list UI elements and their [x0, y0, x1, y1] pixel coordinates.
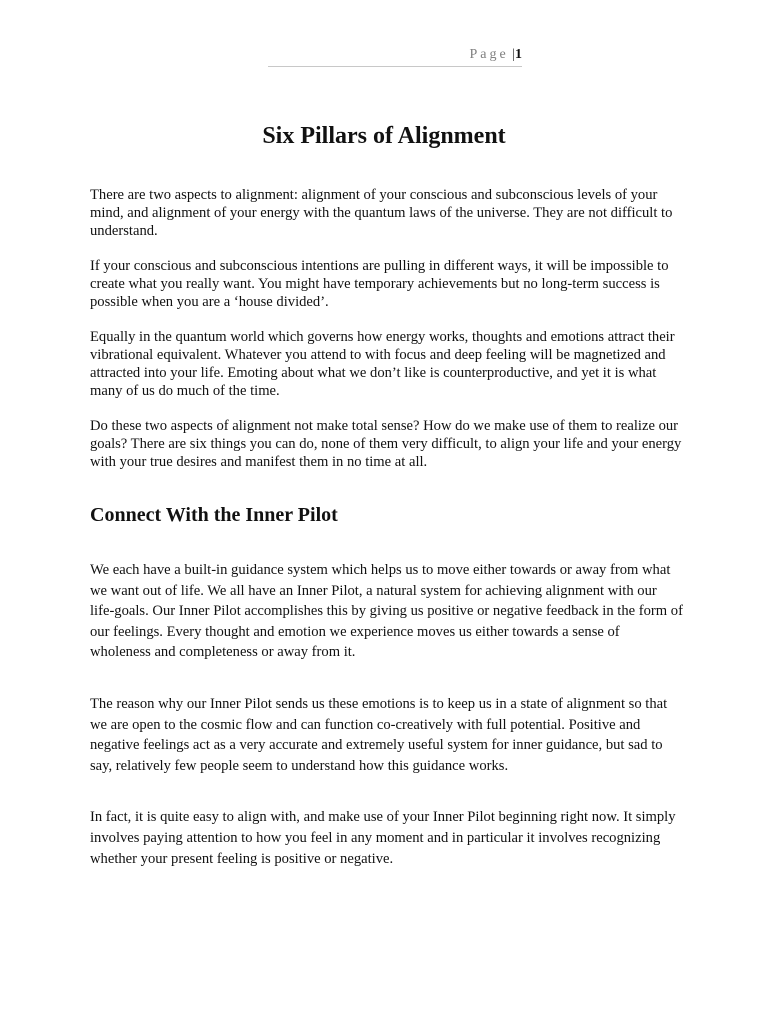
page-label: Page	[469, 47, 509, 62]
section-paragraph: The reason why our Inner Pilot sends us these emotions is to keep us in a state of alignment so that we are open to the cosmic flow and can function co-creatively with full potential. Positive and negative feelings act as a very accurate and extremely useful system for inner guidance, but sad to say, relatively few people seem to understand how this guidance works.	[90, 695, 668, 774]
page-number: 1	[515, 47, 522, 62]
section-heading: Connect With the Inner Pilot	[90, 504, 338, 526]
intro-paragraph: Equally in the quantum world which governs how energy works, thoughts and emotions attract their vibrational equivalent. Whatever you attend to with focus and deep feeling will be magnetized and attracted into your life. Emoting about what we don’t like is counterproductive, and yet it is what many of us do much of the time.	[90, 329, 675, 399]
intro-paragraph: Do these two aspects of alignment not make total sense? How do we make use of them to realize our goals? There are six things you can do, none of them very difficult, to align your life and your energy with your true desires and manifest them in no time at all.	[90, 418, 682, 470]
intro-paragraph: There are two aspects to alignment: alignment of your conscious and subconscious levels of your mind, and alignment of your energy with the quantum laws of the universe. They are not difficult to understand.	[90, 187, 673, 239]
document-title: Six Pillars of Alignment	[262, 123, 506, 149]
section-paragraph: We each have a built-in guidance system which helps us to move either towards or away from what we want out of life. We all have an Inner Pilot, a natural system for achieving alignment with our life-goals. Our Inner Pilot accomplishes this by giving us positive or negative feedback in the form of our feelings. Every thought and emotion we experience moves us either towards a sense of wholeness and completeness or away from it.	[90, 562, 683, 661]
section-paragraph: In fact, it is quite easy to align with, and make use of your Inner Pilot beginning right now. It simply involves paying attention to how you feel in any moment and in particular it involves recognizing whether your present feeling is positive or negative.	[90, 809, 676, 867]
page-separator: |	[512, 47, 515, 62]
intro-paragraph: If your conscious and subconscious intentions are pulling in different ways, it will be impossible to create what you really want. You might have temporary achievements but no long-term success is possible when you are a ‘house divided’.	[90, 258, 669, 310]
intro-section	[90, 186, 682, 488]
page-header	[268, 46, 522, 67]
section-body	[90, 560, 684, 900]
